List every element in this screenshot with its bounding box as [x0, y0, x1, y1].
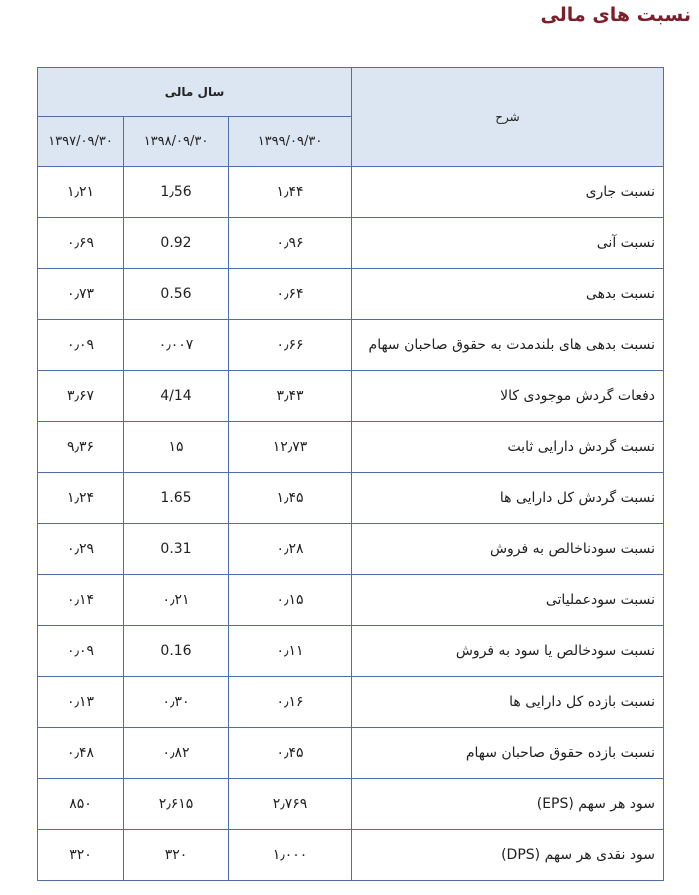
row-label: نسبت آنی: [352, 218, 664, 269]
value-1397: ۳۲۰: [38, 830, 124, 881]
table-row: [38, 677, 664, 728]
value-1399: ۲٫۷۶۹: [229, 779, 352, 830]
header-row-group: [38, 68, 664, 117]
table-row: [38, 422, 664, 473]
value-1398: 1.65: [124, 473, 229, 524]
value-1399: ۳٫۴۳: [229, 371, 352, 422]
value-1397: ۹٫۳۶: [38, 422, 124, 473]
value-1398: 4/14: [124, 371, 229, 422]
row-label: سود هر سهم (EPS): [352, 779, 664, 830]
value-1398: ۰٫۳۰: [124, 677, 229, 728]
row-label: نسبت سودناخالص به فروش: [352, 524, 664, 575]
year-header-1398: ۱۳۹۸/۰۹/۳۰: [124, 117, 229, 167]
row-label: دفعات گردش موجودی کالا: [352, 371, 664, 422]
table-row: [38, 371, 664, 422]
table-row: [38, 320, 664, 371]
value-1397: ۳٫۶۷: [38, 371, 124, 422]
row-label: نسبت سودعملیاتی: [352, 575, 664, 626]
value-1397: ۱٫۲۴: [38, 473, 124, 524]
table-row: [38, 473, 664, 524]
value-1397: ۰٫۰۹: [38, 626, 124, 677]
row-label: نسبت بدهی: [352, 269, 664, 320]
value-1399: ۰٫۴۵: [229, 728, 352, 779]
value-1397: ۰٫۰۹: [38, 320, 124, 371]
value-1398: 0.16: [124, 626, 229, 677]
table-row: [38, 269, 664, 320]
year-header-1397: ۱۳۹۷/۰۹/۳۰: [38, 117, 124, 167]
value-1397: ۰٫۶۹: [38, 218, 124, 269]
table-row: [38, 524, 664, 575]
table-body: [38, 167, 664, 881]
value-1398: 0.92: [124, 218, 229, 269]
table-row: [38, 575, 664, 626]
value-1397: ۰٫۷۳: [38, 269, 124, 320]
value-1398: 0.31: [124, 524, 229, 575]
table-row: [38, 779, 664, 830]
row-label: نسبت گردش کل دارایی ها: [352, 473, 664, 524]
row-label: نسبت بدهی های بلندمدت به حقوق صاحبان سهام: [352, 320, 664, 371]
row-label: نسبت جاری: [352, 167, 664, 218]
value-1399: ۱٫۴۵: [229, 473, 352, 524]
fiscal-year-header: سال مالی: [38, 68, 352, 117]
value-1398: 1٫56: [124, 167, 229, 218]
row-label: نسبت بازده حقوق صاحبان سهام: [352, 728, 664, 779]
value-1397: ۰٫۱۳: [38, 677, 124, 728]
value-1397: ۰٫۴۸: [38, 728, 124, 779]
value-1398: ۲٫۶۱۵: [124, 779, 229, 830]
table-row: [38, 167, 664, 218]
value-1399: ۰٫۱۶: [229, 677, 352, 728]
table-row: [38, 626, 664, 677]
value-1398: ۳۲۰: [124, 830, 229, 881]
value-1399: ۰٫۱۵: [229, 575, 352, 626]
value-1398: ۰٫۰۰۷: [124, 320, 229, 371]
value-1399: ۰٫۲۸: [229, 524, 352, 575]
row-label: سود نقدی هر سهم (DPS): [352, 830, 664, 881]
value-1399: ۱٫۰۰۰: [229, 830, 352, 881]
table-row: [38, 218, 664, 269]
value-1398: ۰٫۲۱: [124, 575, 229, 626]
value-1398: ۰٫۸۲: [124, 728, 229, 779]
table-row: [38, 830, 664, 881]
value-1398: ۱۵: [124, 422, 229, 473]
financial-ratios-table: [37, 67, 664, 881]
year-header-1399: ۱۳۹۹/۰۹/۳۰: [229, 117, 352, 167]
value-1397: ۸۵۰: [38, 779, 124, 830]
description-header: شرح: [352, 68, 664, 167]
row-label: نسبت بازده کل دارایی ها: [352, 677, 664, 728]
page-title: نسبت های مالی: [540, 4, 691, 26]
table-row: [38, 728, 664, 779]
value-1399: ۰٫۶۶: [229, 320, 352, 371]
value-1398: 0.56: [124, 269, 229, 320]
value-1399: ۱٫۴۴: [229, 167, 352, 218]
value-1399: ۰٫۹۶: [229, 218, 352, 269]
row-label: نسبت گردش دارایی ثابت: [352, 422, 664, 473]
value-1399: ۰٫۶۴: [229, 269, 352, 320]
row-label: نسبت سودخالص یا سود به فروش: [352, 626, 664, 677]
value-1397: ۱٫۲۱: [38, 167, 124, 218]
value-1397: ۰٫۲۹: [38, 524, 124, 575]
value-1399: ۰٫۱۱: [229, 626, 352, 677]
value-1397: ۰٫۱۴: [38, 575, 124, 626]
value-1399: ۱۲٫۷۳: [229, 422, 352, 473]
